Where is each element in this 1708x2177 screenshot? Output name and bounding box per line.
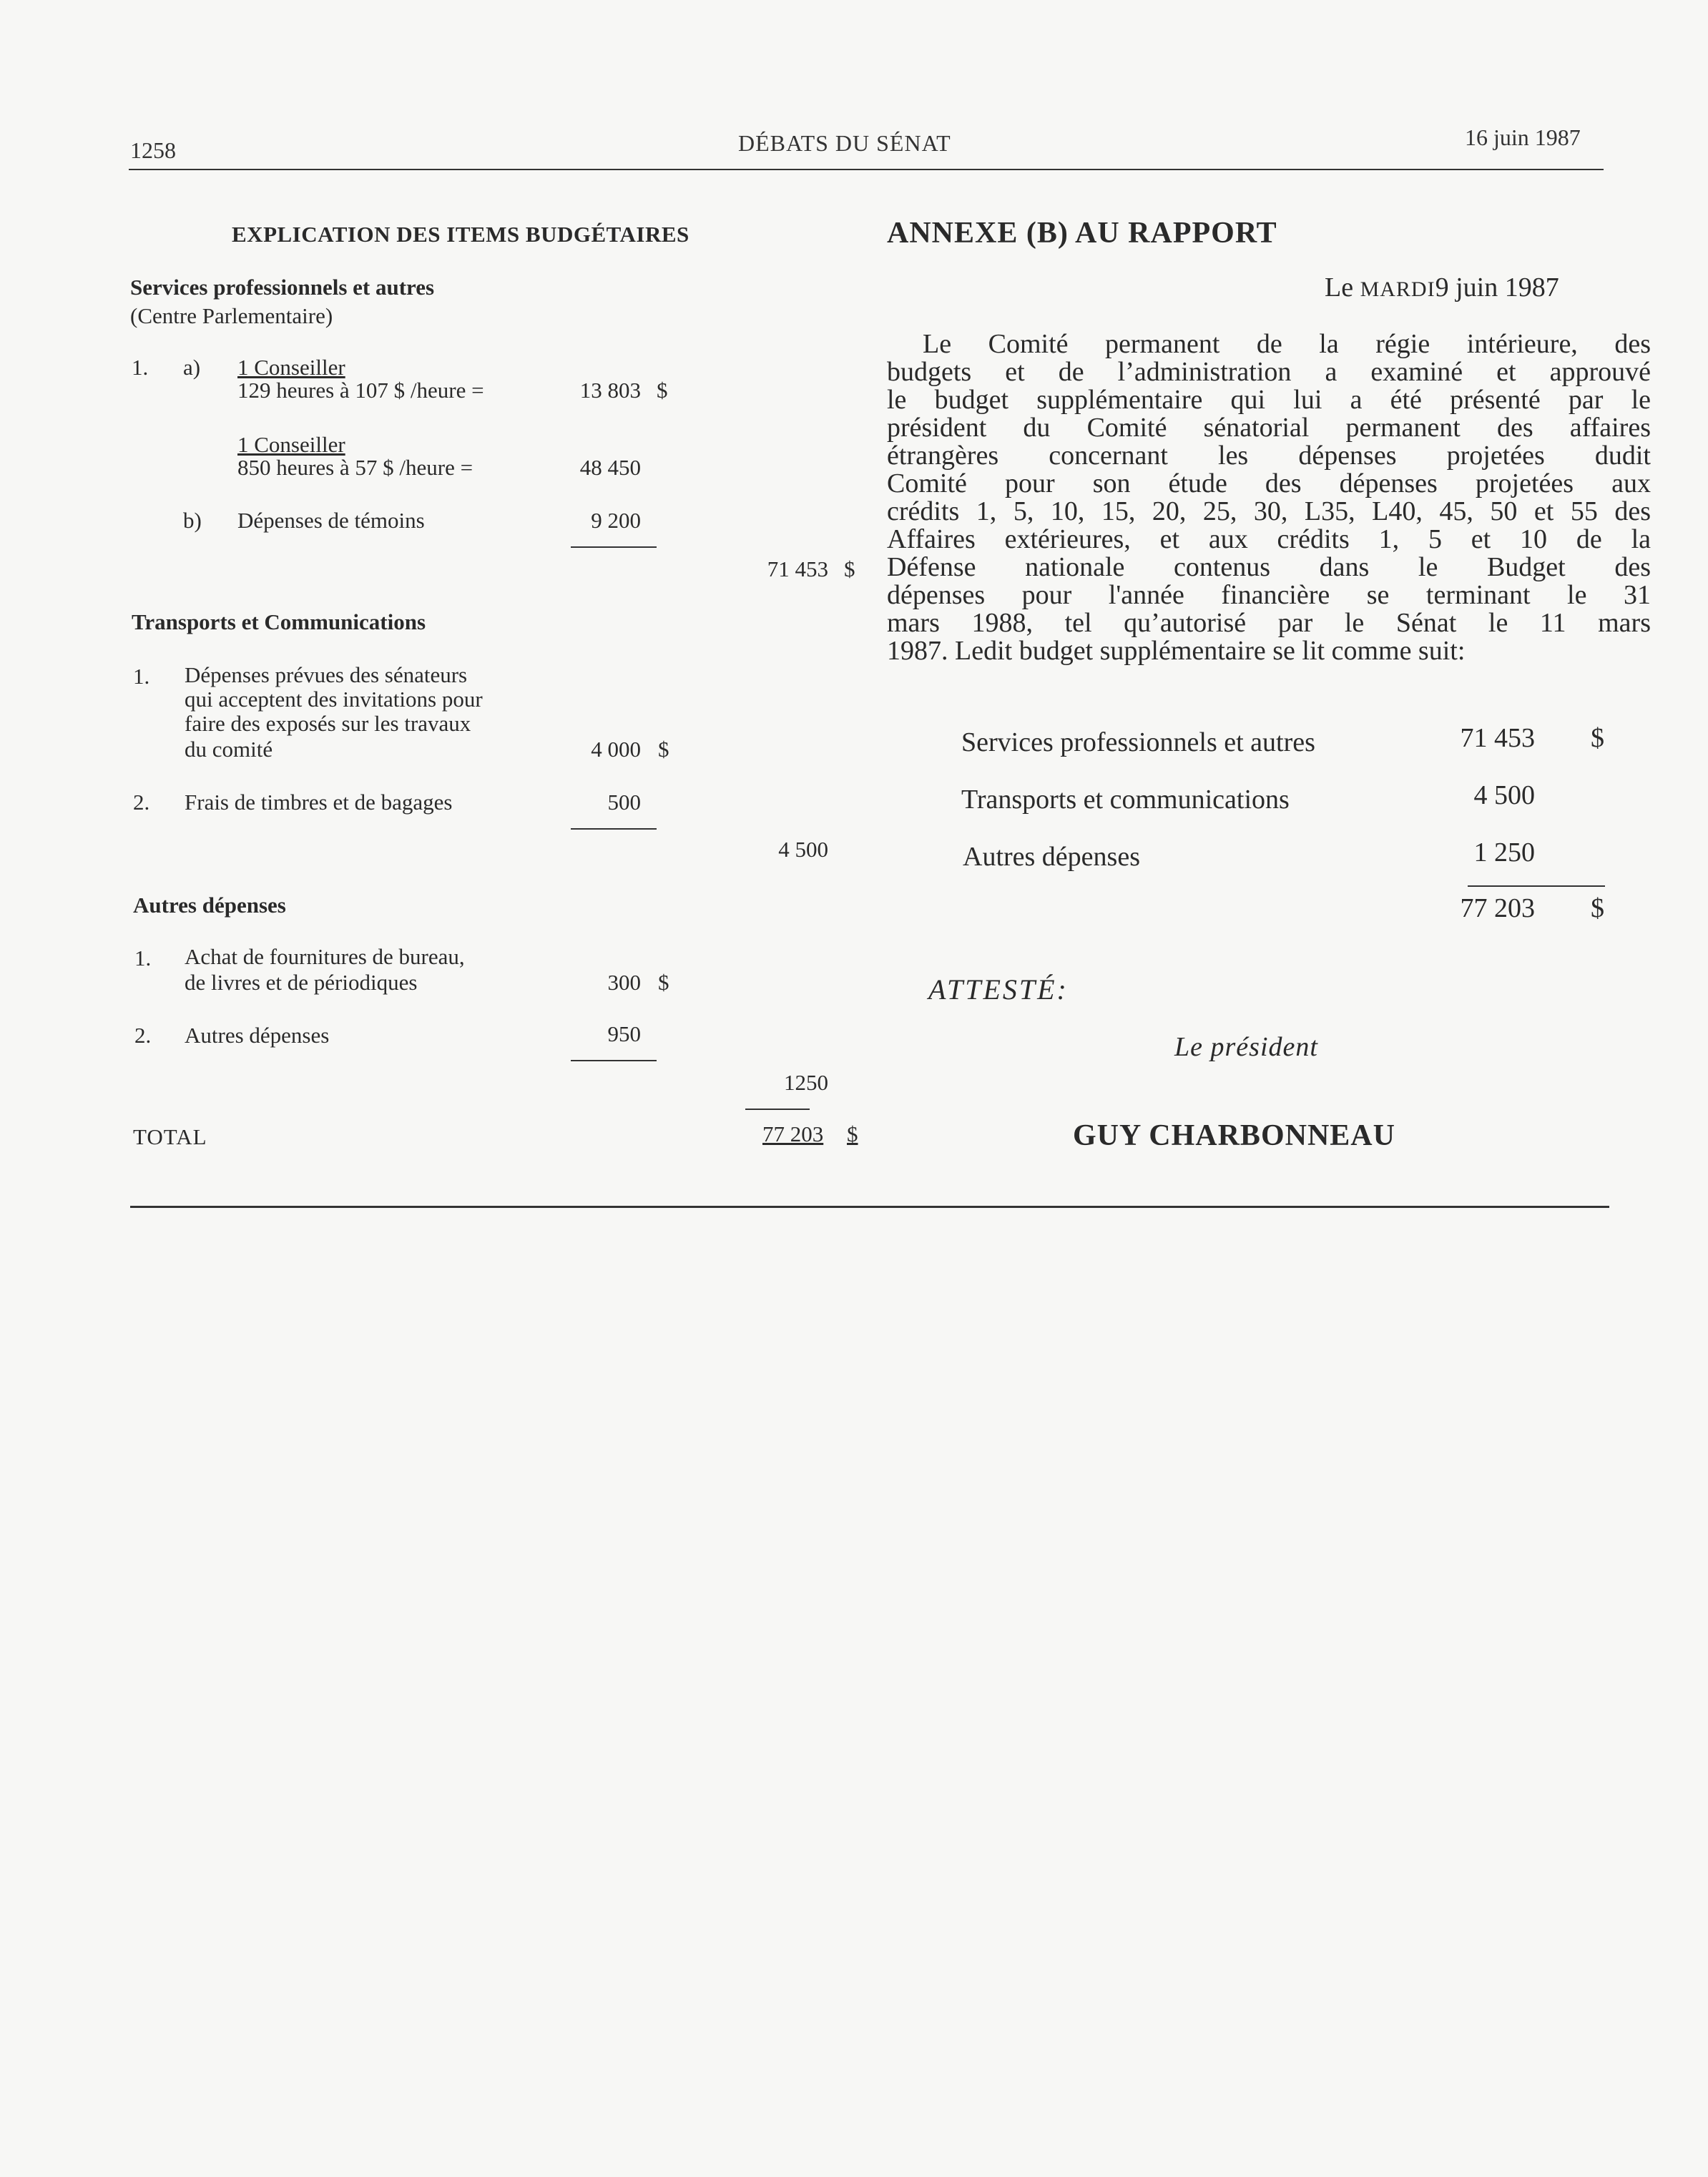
section-title-other: Autres dépenses bbox=[133, 893, 286, 918]
currency-symbol: $ bbox=[658, 737, 669, 762]
signatory-name: GUY CHARBONNEAU bbox=[1073, 1119, 1395, 1152]
summary-amount: 71 453 bbox=[1460, 723, 1535, 753]
item-sub-letter: b) bbox=[183, 508, 202, 533]
item-line: du comité bbox=[185, 737, 273, 762]
item-number: 1. bbox=[134, 945, 152, 970]
paragraph-line: Le Comité permanent de la régie intérieure, des bbox=[923, 329, 1651, 359]
item-number: 2. bbox=[134, 1023, 152, 1048]
item-line: Dépenses prévues des sénateurs bbox=[185, 662, 468, 687]
item-number: 2. bbox=[133, 790, 150, 815]
summary-total-rule bbox=[1468, 885, 1605, 887]
item-amount: 950 bbox=[607, 1021, 641, 1046]
subtotal-rule bbox=[571, 828, 657, 830]
paragraph-line: étrangères concernant les dépenses projetées dudit bbox=[887, 441, 1651, 471]
date-prefix: Le bbox=[1325, 272, 1354, 303]
paragraph-line: le budget supplémentaire qui lui a été présenté par le bbox=[887, 385, 1651, 415]
item-line: 850 heures à 57 $ /heure = bbox=[237, 455, 473, 480]
paragraph-line: président du Comité sénatorial permanent des affaires bbox=[887, 413, 1651, 443]
currency-symbol: $ bbox=[847, 1121, 858, 1146]
summary-total: 77 203 bbox=[1460, 893, 1535, 923]
section-title-services: Services professionnels et autres bbox=[130, 275, 435, 300]
paragraph-line: Comité pour son étude des dépenses projetées aux bbox=[887, 468, 1651, 498]
budget-explanation-heading: EXPLICATION DES ITEMS BUDGÉTAIRES bbox=[232, 222, 689, 247]
currency-symbol: $ bbox=[1591, 893, 1604, 923]
section-title-transports: Transports et Communications bbox=[132, 609, 426, 634]
annex-heading: ANNEXE (B) AU RAPPORT bbox=[887, 217, 1277, 250]
summary-label: Transports et communications bbox=[961, 785, 1290, 815]
currency-symbol: $ bbox=[657, 378, 668, 403]
header-rule bbox=[129, 169, 1604, 170]
summary-label: Autres dépenses bbox=[963, 842, 1140, 872]
header-date: 16 juin 1987 bbox=[1465, 124, 1581, 150]
subtotal-rule bbox=[571, 546, 657, 548]
paragraph-line: budgets et de l’administration a examiné et approuvé bbox=[887, 357, 1651, 387]
summary-label: Services professionnels et autres bbox=[961, 727, 1315, 757]
item-line: 1 Conseiller bbox=[237, 432, 345, 457]
attestation-label: ATTESTÉ: bbox=[928, 973, 1069, 1006]
section-subtotal: 4 500 bbox=[778, 837, 828, 862]
currency-symbol: $ bbox=[1591, 723, 1604, 753]
item-amount: 500 bbox=[607, 790, 641, 815]
bottom-rule bbox=[130, 1206, 1609, 1208]
summary-amount: 4 500 bbox=[1473, 780, 1535, 810]
section-subtotal: 71 453 bbox=[767, 556, 828, 581]
subtotal-rule bbox=[571, 1060, 657, 1061]
item-amount: 300 bbox=[607, 970, 641, 995]
paragraph-line: mars 1988, tel qu’autorisé par le Sénat le 11 mars bbox=[887, 608, 1651, 638]
currency-symbol: $ bbox=[658, 970, 669, 995]
item-amount: 13 803 bbox=[579, 378, 641, 403]
paragraph-line: 1987. Ledit budget supplémentaire se lit comme suit: bbox=[887, 636, 1466, 666]
item-label: Dépenses de témoins bbox=[237, 508, 425, 533]
item-line: qui acceptent des invitations pour bbox=[185, 687, 483, 712]
paragraph-line: Affaires extérieures, et aux crédits 1, 5 et 10 de la bbox=[887, 524, 1651, 554]
section-subtitle-services: (Centre Parlementaire) bbox=[130, 303, 333, 328]
summary-amount: 1 250 bbox=[1473, 837, 1535, 868]
item-line: 1 Conseiller bbox=[237, 355, 345, 380]
item-amount: 4 000 bbox=[591, 737, 641, 762]
total-label: TOTAL bbox=[133, 1124, 207, 1149]
item-amount: 9 200 bbox=[591, 508, 641, 533]
annex-paragraph bbox=[887, 330, 1651, 665]
item-line: 129 heures à 107 $ /heure = bbox=[237, 378, 484, 403]
paragraph-line: crédits 1, 5, 10, 15, 20, 25, 30, L35, L40, 45, 50 et 55 des bbox=[887, 496, 1651, 526]
item-sub-letter: a) bbox=[183, 355, 201, 380]
total-rule bbox=[745, 1109, 810, 1110]
currency-symbol: $ bbox=[844, 556, 855, 581]
item-number: 1. bbox=[133, 664, 150, 689]
item-line: Achat de fournitures de bureau, bbox=[185, 944, 465, 969]
running-title: DÉBATS DU SÉNAT bbox=[738, 130, 951, 156]
section-subtotal: 1250 bbox=[784, 1070, 828, 1095]
total-amount: 77 203 bbox=[762, 1121, 824, 1146]
paragraph-line: Défense nationale contenus dans le Budget des bbox=[887, 552, 1651, 582]
item-number: 1. bbox=[132, 355, 149, 380]
item-line: de livres et de périodiques bbox=[185, 970, 418, 995]
item-label: Frais de timbres et de bagages bbox=[185, 790, 453, 815]
page-number: 1258 bbox=[130, 137, 176, 163]
date-rest: 9 juin 1987 bbox=[1435, 272, 1559, 303]
item-line: faire des exposés sur les travaux bbox=[185, 711, 471, 736]
item-label: Autres dépenses bbox=[185, 1023, 330, 1048]
date-weekday: MARDI bbox=[1360, 277, 1435, 301]
item-amount: 48 450 bbox=[579, 455, 641, 480]
paragraph-line: dépenses pour l'année financière se terminant le 31 bbox=[887, 580, 1651, 610]
annex-date bbox=[1325, 272, 1559, 303]
signatory-role: Le président bbox=[1174, 1032, 1318, 1062]
